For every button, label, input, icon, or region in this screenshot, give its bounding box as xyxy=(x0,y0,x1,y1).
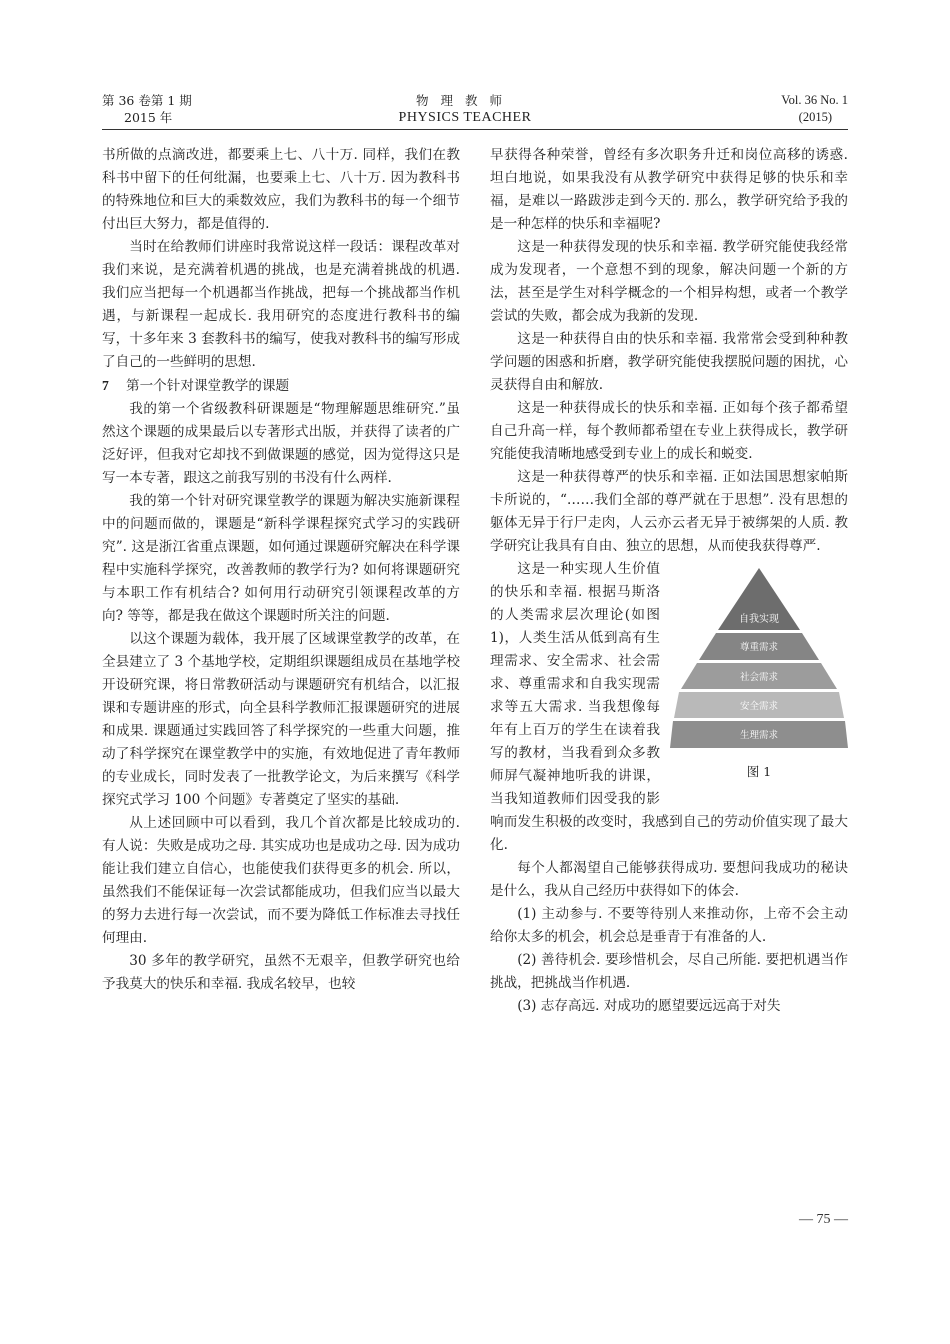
maslow-pyramid xyxy=(670,558,848,758)
paragraph: (2) 善待机会. 要珍惜机会，尽自己所能. 要把机遇当作挑战，把挑战当作机遇. xyxy=(490,952,848,991)
pyramid-label-5: 生理需求 xyxy=(739,730,779,741)
figure-caption: 图 1 xyxy=(746,764,772,779)
volume-issue: 第 36 卷第 1 期 xyxy=(102,93,192,108)
section-title: 第一个针对课堂教学的课题 xyxy=(126,378,290,394)
paragraph: 30 多年的教学研究，虽然不无艰辛，但教学研究也给予我莫大的快乐和幸福. 我成名较早，也较 xyxy=(102,953,460,992)
journal-volume-en xyxy=(781,92,848,126)
paragraph: (3) 志存高远. 对成功的愿望要远远高于对失 xyxy=(517,998,781,1014)
left-column xyxy=(102,144,460,996)
paragraph: 这是一种获得自由的快乐和幸福. 我常常会受到种种教学问题的困惑和折磨，教学研究能使我摆脱问题的困扰，心灵获得自由和解放. xyxy=(490,331,848,393)
figure-1 xyxy=(670,558,848,790)
paragraph: 早获得各种荣誉，曾经有多次职务升迁和岗位高移的诱惑. 坦白地说，如果我没有从教学研究中获得足够的快乐和幸福，是难以一路跋涉走到今天的. 那么，教学研究给予我的是一种怎样的快乐和幸福呢? xyxy=(490,147,848,232)
paragraph: 当时在给教师们讲座时我常说这样一段话：课程改革对我们来说，是充满着机遇的挑战，也是充满着挑战的机遇. 我们应当把每一个机遇都当作挑战，把每一个挑战都当作机遇，与新课程一起成长. 我用研究的态度进行教科书的编写，十多年来 3 套教科书的编写，使我对教科书的编写形成了自己的一些鲜明的思想. xyxy=(102,239,460,370)
volume-en: Vol. 36 No. 1 xyxy=(781,93,848,107)
paragraph: 我的第一个针对研究课堂教学的课题为解决实施新课程中的问题而做的，课题是“新科学课程探究式学习的实践研究”. 这是浙江省重点课题，如何通过课题研究解决在科学课程中实施科学探究，改善教师的教学行为? 如何将课题研究与本职工作有机结合? 如何用行动研究引领课程改革的方向? 等等，都是我在做这个课题时所关注的问题. xyxy=(102,493,460,624)
page-number: — 75 — xyxy=(799,1212,848,1227)
section-number: 7 xyxy=(102,378,109,393)
year-en: (2015) xyxy=(798,110,832,124)
pyramid-label-2: 尊重需求 xyxy=(739,642,779,653)
paragraph: 这是一种获得发现的快乐和幸福. 教学研究能使我经常成为发现者，一个意想不到的现象，解决问题一个新的方法，甚至是学生对科学概念的一个相异构想，或者一个教学尝试的失败，都会成为我新的发现. xyxy=(490,239,848,324)
paragraph: 从上述回顾中可以看到，我几个首次都是比较成功的. 有人说：失败是成功之母. 其实成功也是成功之母. 因为成功能让我们建立自信心，也能使我们获得更多的机会. 所以，虽然我们不能保证每一次尝试都能成功，但我们应当以最大的努力去进行每一次尝试，而不要为降低工作标准去寻找任何理由. xyxy=(102,815,460,946)
paragraph: 以这个课题为载体，我开展了区域课堂教学的改革，在全县建立了 3 个基地学校，定期组织课题组成员在基地学校开设研究课，将日常教研活动与课题研究有机结合，以汇报课和专题讲座的形式，向全县科学教师汇报课题研究的进展和成果. 课题通过实践回答了科学探究的一些重大问题，推动了科学探究在课堂教学中的实施，有效地促进了青年教师的专业成长，同时发表了一批教学论文，为后来撰写《科学探究式学习 100 个问题》专著奠定了坚实的基础. xyxy=(102,631,460,808)
paragraph: 这是一种获得尊严的快乐和幸福. 正如法国思想家帕斯卡所说的，“……我们全部的尊严就在于思想”. 没有思想的躯体无异于行尸走肉，人云亦云者无异于被绑架的人质. 教学研究让我具有自由、独立的思想，从而使我获得尊严. xyxy=(490,469,848,554)
paragraph: 这是一种实现人生价值的快乐和幸福. 根据马斯洛的人类需求层次理论(如图 1)，人类生活从低到高有生理需求、安全需求、社会需求、尊重需求和自我实现需求等五大需求. 当我想像每年有上百万的学生在读着我写的教材，当我看到众多教师屏气凝神地听我的讲课，当我知道教师们因受我的影响而发生积极的改变时，我感到自己的劳动价值实现了最大化. xyxy=(490,561,848,853)
journal-title-cn: 物理教师 xyxy=(415,93,514,108)
journal-issue xyxy=(102,92,192,126)
pyramid-label-1: 自我实现 xyxy=(739,614,779,625)
paragraph: 每个人都渴望自己能够获得成功. 要想问我成功的秘诀是什么，我从自己经历中获得如下的体会. xyxy=(490,860,848,899)
journal-title-en: PHYSICS TEACHER xyxy=(398,110,532,125)
header-rule xyxy=(102,129,848,130)
paragraph: 书所做的点滴改进，都要乘上七、八十万. 同样，我们在教科书中留下的任何纰漏，也要乘上七、八十万. 因为教科书的特殊地位和巨大的乘数效应，我们为教科书的每一个细节付出巨大努力，都是值得的. xyxy=(102,147,460,232)
paragraph: 我的第一个省级教科研课题是“物理解题思维研究.”虽然这个课题的成果最后以专著形式出版，并获得了读者的广泛好评，但我对它却找不到做课题的感觉，因为觉得这只是写一本专著，跟这之前我写别的书没有什么两样. xyxy=(102,401,460,486)
pyramid-label-3: 社会需求 xyxy=(739,672,779,683)
paragraph: (1) 主动参与. 不要等待别人来推动你，上帝不会主动给你太多的机会，机会总是垂青于有准备的人. xyxy=(490,906,848,945)
pyramid-label-4: 安全需求 xyxy=(739,701,779,712)
journal-title xyxy=(340,92,590,126)
year: 2015 年 xyxy=(124,110,173,125)
right-column xyxy=(490,144,848,1018)
paragraph: 这是一种获得成长的快乐和幸福. 正如每个孩子都希望自己升高一样，每个教师都希望在专业上获得成长，教学研究能使我清晰地感受到专业上的成长和蜕变. xyxy=(490,400,848,462)
section-heading xyxy=(102,374,460,398)
